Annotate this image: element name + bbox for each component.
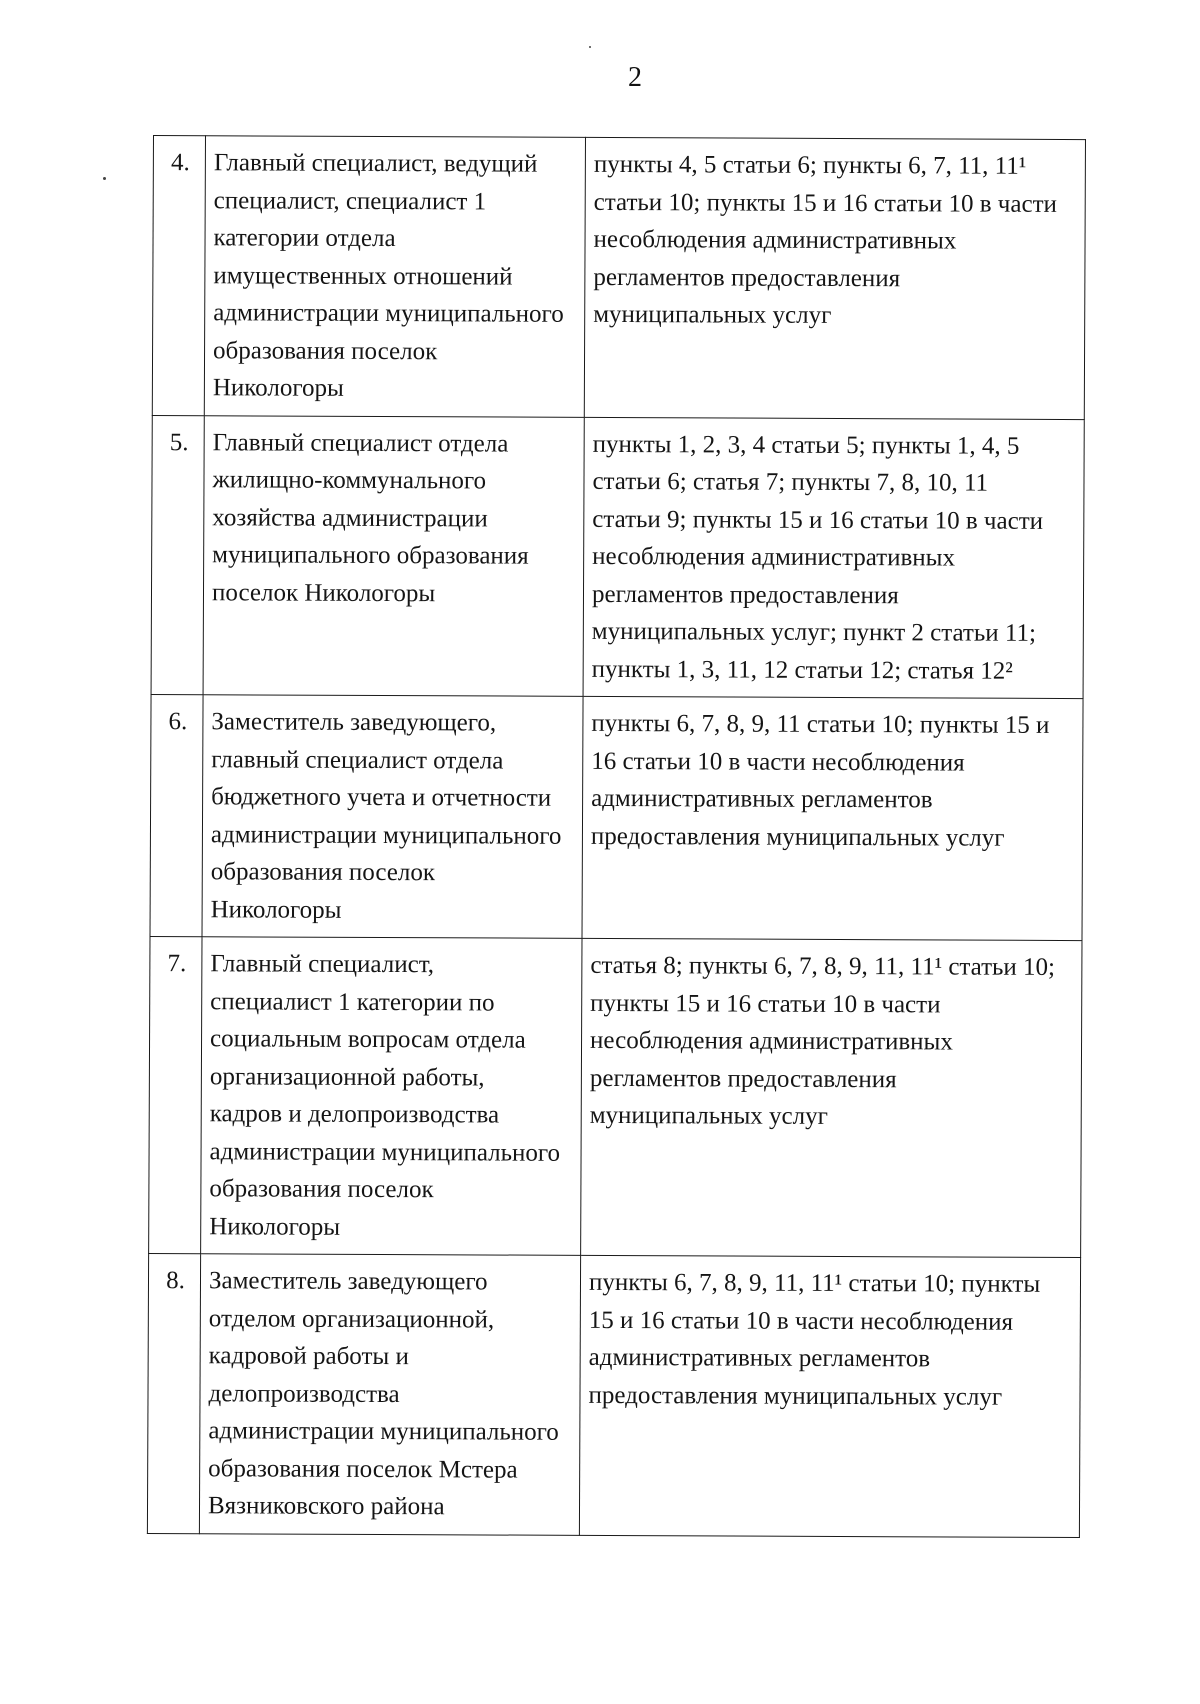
row-number: 5. (151, 415, 204, 695)
scan-speck (589, 46, 591, 48)
article-references: статья 8; пункты 6, 7, 8, 9, 11, 11¹ статьи 10; пункты 15 и 16 статьи 10 в части несоблюдения административных регламентов предоставления муниципальных услуг (581, 938, 1082, 1257)
row-number: 8. (147, 1253, 200, 1533)
position-title: Главный специалист отдела жилищно-коммунального хозяйства администрации муниципального образования поселок Никологоры (203, 415, 584, 696)
positions-table (147, 135, 1086, 1538)
position-title: Заместитель заведующего, главный специалист отдела бюджетного учета и отчетности администрации муниципального образования поселок Никологоры (202, 695, 583, 939)
article-references: пункты 6, 7, 8, 9, 11 статьи 10; пункты 15 и 16 статьи 10 в части несоблюдения административных регламентов предоставления муниципальных услуг (582, 696, 1083, 940)
table-row (150, 694, 1083, 940)
table-row (152, 136, 1085, 420)
scan-speck (103, 177, 106, 180)
table-row (147, 1253, 1080, 1537)
article-references: пункты 1, 2, 3, 4 статьи 5; пункты 1, 4, 5 статьи 6; статья 7; пункты 7, 8, 10, 11 статьи 9; пункты 15 и 16 статьи 10 в части несоблюдения административных регламентов предоставления муниципальных услуг; пункт 2 статьи 11; пункты 1, 3, 11, 12 статьи 12; статья 12² (583, 417, 1084, 699)
article-references: пункты 4, 5 статьи 6; пункты 6, 7, 11, 11¹ статьи 10; пункты 15 и 16 статьи 10 в части несоблюдения административных регламентов предоставления муниципальных услуг (584, 137, 1085, 419)
position-title: Заместитель заведующего отделом организационной, кадровой работы и делопроизводства администрации муниципального образования поселок Мстера Вязниковского района (199, 1254, 580, 1535)
row-number: 4. (152, 136, 205, 416)
table-row (149, 936, 1082, 1257)
table-row (151, 415, 1084, 699)
row-number: 6. (150, 694, 203, 936)
page-number: 2 (628, 62, 642, 93)
position-title: Главный специалист, специалист 1 категории по социальным вопросам отдела организационной работы, кадров и делопроизводства администрации муниципального образования поселок Никологоры (201, 937, 582, 1256)
position-title: Главный специалист, ведущий специалист, специалист 1 категории отдела имущественных отношений администрации муниципального образования поселок Никологоры (204, 136, 585, 417)
article-references: пункты 6, 7, 8, 9, 11, 11¹ статьи 10; пункты 15 и 16 статьи 10 в части несоблюдения административных регламентов предоставления муниципальных услуг (579, 1255, 1080, 1537)
row-number: 7. (149, 936, 202, 1253)
